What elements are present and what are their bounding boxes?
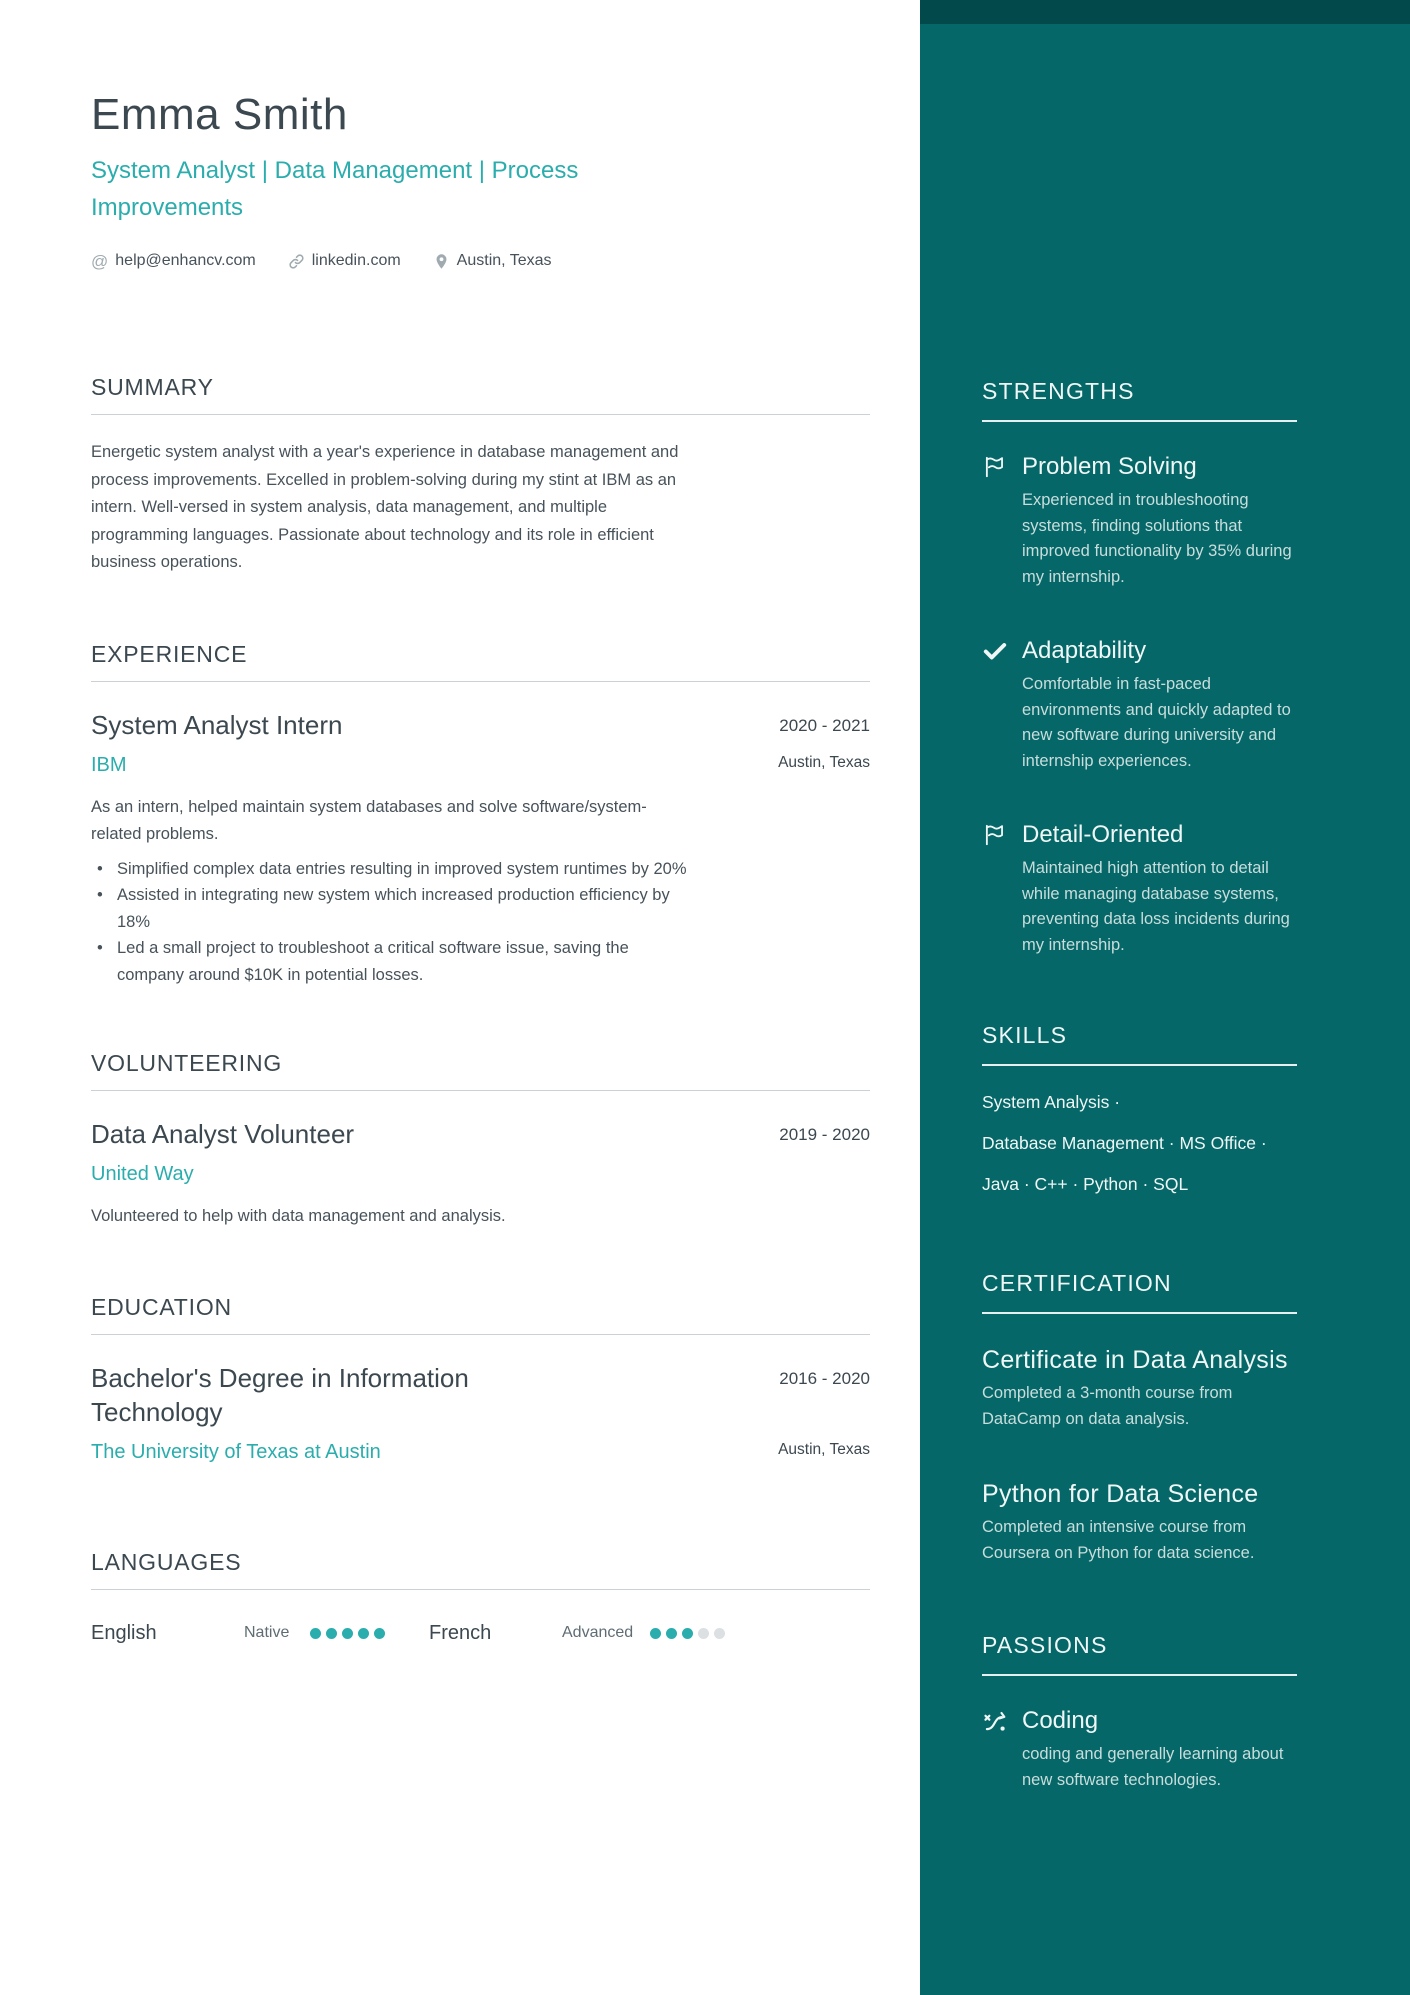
location-contact <box>433 252 552 270</box>
strength-title: Problem Solving <box>1022 453 1197 480</box>
language-name: English <box>91 1622 157 1644</box>
at-icon <box>91 253 108 270</box>
passion-item <box>982 1706 1297 1793</box>
languages-row <box>91 1620 870 1646</box>
skills-list <box>982 1092 1297 1194</box>
job-dates: 2020 - 2021 <box>779 715 870 735</box>
location-pin-icon <box>433 253 450 270</box>
strength-item <box>982 452 1297 590</box>
bullet-text: Assisted in integrating new system which increased production efficiency by 18% <box>117 886 670 931</box>
bullet-item <box>91 882 691 935</box>
sidebar <box>920 0 1410 1995</box>
company-name: IBM <box>91 753 127 776</box>
volunteer-organization: United Way <box>91 1163 194 1185</box>
languages-section <box>91 1547 870 1646</box>
strength-description: Maintained high attention to detail while managing database systems, preventing data loss incidents during my internship. <box>1022 859 1290 954</box>
volunteering-heading: VOLUNTEERING <box>91 1050 283 1076</box>
skill-line: Database Management · MS Office · <box>982 1133 1267 1153</box>
passion-description: coding and generally learning about new software technologies. <box>1022 1745 1284 1789</box>
bullet-item <box>91 935 691 988</box>
section-divider <box>982 1312 1297 1314</box>
bullet-text: Simplified complex data entries resulting in improved system runtimes by 20% <box>117 859 687 878</box>
location-text: Austin, Texas <box>456 252 552 269</box>
strength-title: Adaptability <box>1022 637 1147 664</box>
sidebar-content <box>920 376 1410 1793</box>
strength-title: Detail-Oriented <box>1022 821 1184 848</box>
section-divider <box>982 1064 1297 1066</box>
passion-title: Coding <box>1022 1707 1099 1734</box>
name-heading: Emma Smith <box>91 90 348 139</box>
job-bullet-list <box>91 856 870 989</box>
skills-heading: SKILLS <box>982 1022 1068 1048</box>
education-dates: 2016 - 2020 <box>779 1369 870 1388</box>
email-contact[interactable] <box>91 252 256 270</box>
section-divider <box>91 681 870 682</box>
linkedin-contact[interactable] <box>288 252 401 270</box>
skill-line: Java · C++ · Python · SQL <box>982 1174 1189 1194</box>
section-divider <box>91 1589 870 1590</box>
job-description: As an intern, helped maintain system databases and solve software/system-related problems. <box>91 797 647 843</box>
summary-heading: SUMMARY <box>91 374 214 400</box>
summary-section <box>91 372 870 577</box>
passions-heading: PASSIONS <box>982 1632 1108 1658</box>
bullet-marker <box>91 935 117 988</box>
bullet-text: Led a small project to troubleshoot a critical software issue, saving the company around $10K in potential losses. <box>117 939 629 984</box>
skill-line: System Analysis · <box>982 1092 1121 1112</box>
volunteering-section <box>91 1048 870 1230</box>
certification-item <box>982 1344 1297 1432</box>
contact-row <box>91 252 870 270</box>
job-title-subheading: System Analyst | Data Management | Process Improvements <box>91 157 579 221</box>
education-section <box>91 1292 870 1465</box>
strength-description: Experienced in troubleshooting systems, finding solutions that improved functionality by 35% during my internship. <box>1022 491 1292 586</box>
language-level: Native <box>244 1624 290 1641</box>
experience-heading: EXPERIENCE <box>91 640 248 667</box>
bullet-item <box>91 856 691 883</box>
language-rating-dots <box>650 1628 747 1639</box>
experience-section <box>91 639 870 989</box>
job-location: Austin, Texas <box>778 753 870 771</box>
education-heading: EDUCATION <box>91 1294 232 1320</box>
check-icon <box>982 638 1008 664</box>
section-divider <box>91 1334 870 1335</box>
job-entry <box>91 708 870 989</box>
strengths-heading: STRENGTHS <box>982 378 1135 404</box>
section-divider <box>91 1090 870 1091</box>
section-divider <box>982 1674 1297 1676</box>
certification-title: Python for Data Science <box>982 1480 1259 1508</box>
certification-item <box>982 1478 1297 1566</box>
language-level: Advanced <box>562 1624 634 1641</box>
volunteer-entry <box>91 1117 870 1230</box>
certification-description: Completed a 3-month course from DataCamp on data analysis. <box>982 1384 1233 1428</box>
language-name: French <box>429 1622 492 1644</box>
section-divider <box>91 414 870 415</box>
degree-title: Bachelor's Degree in Information Technology <box>91 1363 469 1427</box>
link-icon <box>288 253 305 270</box>
section-divider <box>982 420 1297 422</box>
language-rating-dots <box>310 1628 407 1639</box>
strength-item <box>982 636 1297 774</box>
linkedin-text[interactable]: linkedin.com <box>311 252 401 269</box>
flag-icon <box>982 454 1008 480</box>
certification-description: Completed an intensive course from Coursera on Python for data science. <box>982 1518 1255 1562</box>
volunteer-dates: 2019 - 2020 <box>779 1125 870 1144</box>
bullet-marker <box>91 882 117 935</box>
flag-icon <box>982 822 1008 848</box>
education-entry <box>91 1361 870 1465</box>
email-text[interactable]: help@enhancv.com <box>115 252 256 269</box>
certification-heading: CERTIFICATION <box>982 1270 1172 1296</box>
job-title: System Analyst Intern <box>91 709 343 740</box>
languages-heading: LANGUAGES <box>91 1549 242 1575</box>
certification-title: Certificate in Data Analysis <box>982 1346 1288 1374</box>
bullet-marker <box>91 856 117 883</box>
sidebar-top-accent <box>920 0 1410 24</box>
school-name: The University of Texas at Austin <box>91 1441 381 1463</box>
volunteer-title: Data Analyst Volunteer <box>91 1119 355 1149</box>
strength-description: Comfortable in fast-paced environments and quickly adapted to new software during university and internship experiences. <box>1022 675 1291 770</box>
summary-text: Energetic system analyst with a year's experience in database management and process improvements. Excelled in problem-solving during my stint at IBM as an intern. Well-versed in system analysis, data management, and multiple programming languages. Passionate about technology and its role in efficient business operations. <box>91 443 679 571</box>
volunteer-description: Volunteered to help with data management and analysis. <box>91 1207 506 1225</box>
education-location: Austin, Texas <box>778 1441 870 1458</box>
strength-item <box>982 820 1297 958</box>
route-icon <box>982 1708 1008 1734</box>
